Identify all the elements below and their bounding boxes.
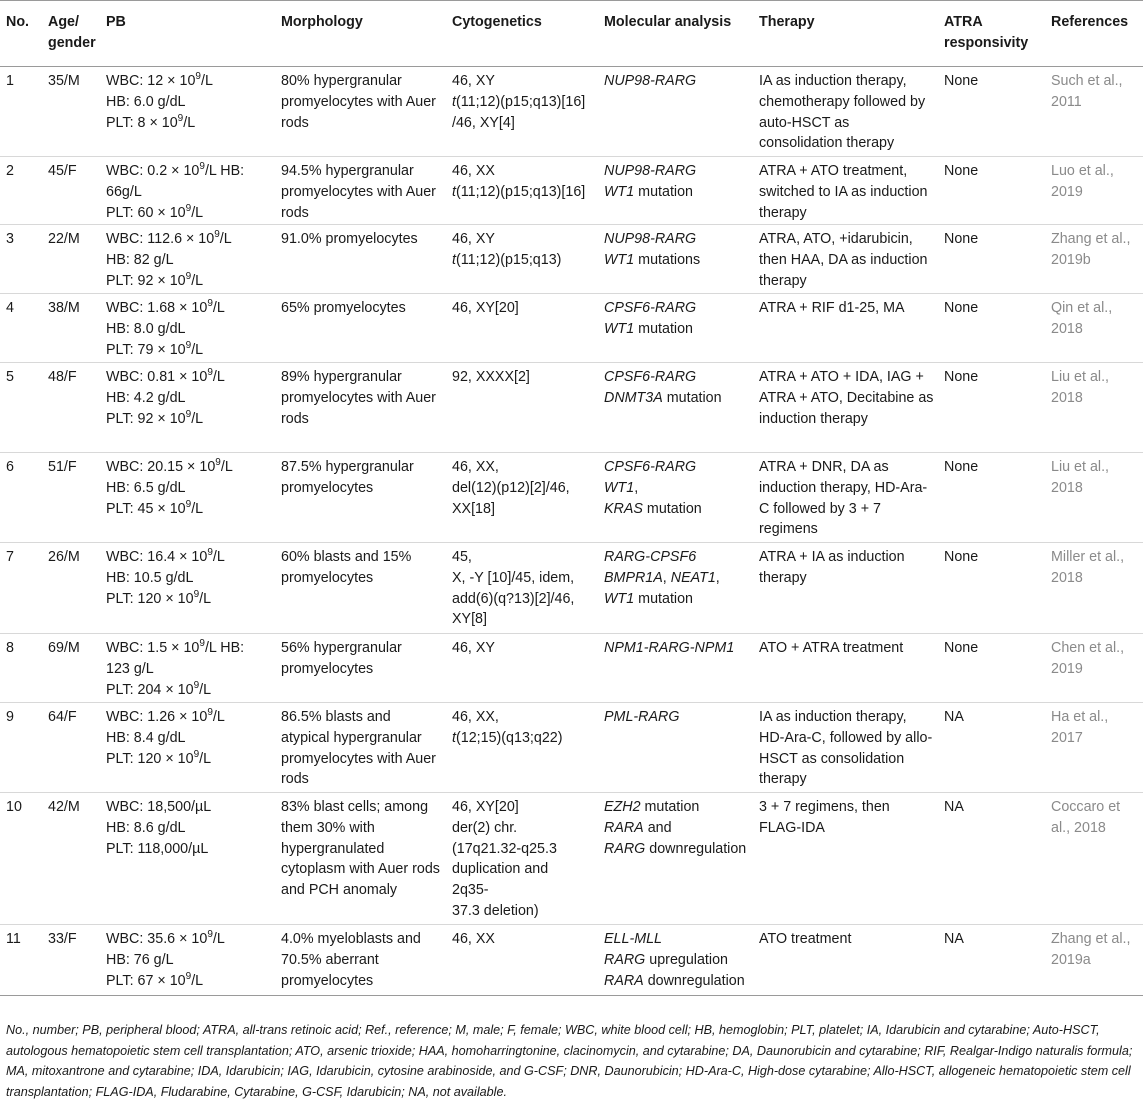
gene-name: WT1 [604,183,635,200]
superscript: 9 [185,270,192,282]
cell-atra-responsivity: None [938,634,1045,703]
cell-morphology: 87.5% hypergranular promyelocytes [275,453,446,543]
cell-pb [100,157,275,225]
text-fragment: WBC: 18,500/µL [106,799,212,815]
superscript: 9 [177,112,184,124]
text-fragment: /L [191,204,204,221]
gene-name: CPSF6-RARG [604,300,697,316]
text-fragment: , [662,569,671,586]
text-fragment: PLT: 92 × 10 [106,272,186,289]
cell-reference: Coccaro et al., 2018 [1045,793,1143,925]
text-fragment: 37.3 deletion) [452,902,539,919]
cell-atra-responsivity: None [938,543,1045,634]
cell-age-gender: 35/M [42,67,100,157]
table-row [0,634,1143,703]
gene-name: NUP98-RARG [604,73,697,89]
text-fragment: PLT: 120 × 10 [106,590,194,607]
superscript: 9 [195,71,201,82]
cell-molecular-analysis [598,157,753,225]
text-fragment: /L [191,410,204,427]
cell-therapy: IA as induction therapy, HD-Ara-C, followed by allo-HSCT as consolidation therapy [753,703,938,793]
cell-no: 7 [0,543,42,634]
text-fragment: /L [212,931,225,947]
header-molecular-analysis: Molecular analysis [598,1,753,67]
text-fragment: mutation [640,799,700,815]
text-fragment: X, -Y [10]/45, idem, [452,569,575,586]
text-fragment: HB: 6.5 g/dL [106,479,186,496]
text-fragment: /L [191,272,204,289]
text-fragment: WBC: 16.4 × 10 [106,549,208,565]
cell-molecular-analysis [598,543,753,634]
header-therapy: Therapy [753,1,938,67]
text-fragment: /L [212,709,225,725]
header-atra-responsivity: ATRA responsivity [938,1,1045,67]
text-fragment: PLT: 118,000/µL [106,840,209,857]
superscript: 9 [207,547,213,558]
gene-name: EZH2 [604,799,641,815]
cell-therapy: ATRA + DNR, DA as induction therapy, HD-Ara-C followed by 3 + 7 regimens [753,453,938,543]
gene-name: NUP98-RARG [604,163,697,179]
text-fragment: /L [212,549,225,565]
cell-therapy: ATO treatment [753,925,938,996]
superscript: 9 [214,229,220,240]
cell-atra-responsivity: NA [938,925,1045,996]
text-fragment: (11;12)(p15;q13)[16] [455,93,586,110]
superscript: 9 [193,748,200,760]
text-fragment: /L [212,369,225,385]
cell-pb [100,363,275,453]
text-fragment: HB: 10.5 g/dL [106,569,194,586]
header-morphology: Morphology [275,1,446,67]
gene-name: t [452,729,456,746]
text-fragment: PLT: 8 × 10 [106,114,178,131]
text-fragment: XY[8] [452,611,487,628]
text-fragment: (17q21.32-q25.3 [452,840,557,857]
cell-cytogenetics [446,294,598,363]
table-body [0,67,1143,996]
cell-morphology: 4.0% myeloblasts and 70.5% aberrant promyelocytes [275,925,446,996]
superscript: 9 [185,202,192,214]
cell-molecular-analysis [598,453,753,543]
gene-name: t [452,251,456,268]
text-fragment: 46, XX, [452,709,499,725]
table-row [0,543,1143,634]
gene-name: RARG [604,840,646,857]
superscript: 9 [215,457,221,468]
text-fragment: 46, XX [452,931,495,947]
text-fragment: PLT: 67 × 10 [106,972,186,989]
text-fragment: mutation [634,320,693,337]
text-fragment: and [643,819,672,836]
cell-morphology: 60% blasts and 15% promyelocytes [275,543,446,634]
gene-name: RARA [604,819,644,836]
text-fragment: (11;12)(p15;q13)[16] [455,183,586,200]
table-row [0,453,1143,543]
superscript: 9 [185,408,192,420]
gene-name: KRAS [604,500,643,517]
gene-name: RARG [604,951,646,968]
cell-no: 6 [0,453,42,543]
cell-reference: Miller et al., 2018 [1045,543,1143,634]
cell-age-gender: 38/M [42,294,100,363]
cell-no: 2 [0,157,42,225]
cell-molecular-analysis [598,703,753,793]
cell-morphology: 86.5% blasts and atypical hypergranular promyelocytes with Auer rods [275,703,446,793]
table-row [0,294,1143,363]
table-row [0,703,1143,793]
cell-age-gender: 22/M [42,225,100,294]
text-fragment: 46, XY [452,640,495,656]
text-fragment: /L [191,500,204,517]
text-fragment: /L [199,750,212,767]
text-fragment: mutations [634,251,701,268]
text-fragment: WBC: 112.6 × 10 [106,231,215,247]
text-fragment: 46, XY [452,231,495,247]
text-fragment: PLT: 120 × 10 [106,750,194,767]
cell-atra-responsivity: None [938,225,1045,294]
cell-cytogenetics [446,363,598,453]
cell-pb [100,225,275,294]
text-fragment: PLT: 92 × 10 [106,410,186,427]
text-fragment: 45, [452,549,472,565]
text-fragment: (11;12)(p15;q13) [455,251,562,268]
text-fragment: del(12)(p12)[2]/46, [452,479,570,496]
table-row [0,67,1143,157]
cell-pb [100,543,275,634]
text-fragment: /L HB: 66g/L [106,163,245,200]
gene-name: RARG-CPSF6 [604,549,697,565]
cell-therapy: 3 + 7 regimens, then FLAG-IDA [753,793,938,925]
gene-name: NEAT1 [670,569,716,586]
text-fragment: 46, XX [452,163,495,179]
cell-molecular-analysis [598,925,753,996]
text-fragment: /L [183,114,196,131]
cell-age-gender: 51/F [42,453,100,543]
text-fragment: mutation [634,590,693,607]
cell-reference: Liu et al., 2018 [1045,363,1143,453]
cell-therapy: ATRA + ATO + IDA, IAG + ATRA + ATO, Decitabine as induction therapy [753,363,938,453]
text-fragment: /L [220,459,233,475]
text-fragment: WBC: 1.5 × 10 [106,640,200,656]
cell-cytogenetics [446,67,598,157]
text-fragment: upregulation [645,951,728,968]
cell-cytogenetics [446,225,598,294]
text-fragment: add(6)(q?13)[2]/46, [452,590,575,607]
text-fragment: HB: 76 g/L [106,951,174,968]
cell-pb [100,793,275,925]
cell-pb [100,453,275,543]
header-cytogenetics: Cytogenetics [446,1,598,67]
superscript: 9 [199,638,205,649]
text-fragment: 46, XY [452,73,495,89]
text-fragment: /L [219,231,232,247]
cell-cytogenetics [446,453,598,543]
cell-pb [100,634,275,703]
cell-reference: Luo et al., 2019 [1045,157,1143,225]
text-fragment: HB: 6.0 g/dL [106,93,186,110]
gene-name: NPM1-RARG-NPM1 [604,640,735,656]
cell-reference: Ha et al., 2017 [1045,703,1143,793]
cell-atra-responsivity: None [938,363,1045,453]
cell-age-gender: 26/M [42,543,100,634]
gene-name: WT1 [604,320,635,337]
superscript: 9 [207,298,213,309]
cell-pb [100,67,275,157]
superscript: 9 [185,970,192,982]
cell-age-gender: 64/F [42,703,100,793]
gene-name: CPSF6-RARG [604,369,697,385]
text-fragment: XX[18] [452,500,495,517]
text-fragment: mutation [662,389,722,406]
header-references: References [1045,1,1143,67]
table-row [0,225,1143,294]
gene-name: RARA [604,972,644,989]
cell-molecular-analysis [598,67,753,157]
text-fragment: /L [191,341,204,358]
text-fragment: /L [200,73,213,89]
gene-name: NUP98-RARG [604,231,697,247]
cell-no: 11 [0,925,42,996]
gene-name: WT1 [604,251,635,268]
cell-therapy: ATRA + ATO treatment, switched to IA as induction therapy [753,157,938,225]
text-fragment: /46, XY[4] [452,114,515,131]
text-fragment: WBC: 0.2 × 10 [106,163,200,179]
cell-no: 8 [0,634,42,703]
text-fragment: , [715,569,720,586]
cell-cytogenetics [446,157,598,225]
superscript: 9 [185,339,192,351]
cell-molecular-analysis [598,225,753,294]
cell-reference: Zhang et al., 2019b [1045,225,1143,294]
gene-name: WT1 [604,479,635,496]
text-fragment: HB: 8.6 g/dL [106,819,186,836]
text-fragment: HB: 8.0 g/dL [106,320,186,337]
cell-pb [100,703,275,793]
cell-no: 5 [0,363,42,453]
cell-age-gender: 48/F [42,363,100,453]
text-fragment: 46, XY[20] [452,799,519,815]
text-fragment: HB: 82 g/L [106,251,174,268]
text-fragment: WBC: 20.15 × 10 [106,459,216,475]
cell-no: 4 [0,294,42,363]
text-fragment: /L HB: 123 g/L [106,640,245,677]
cell-therapy: ATRA, ATO, +idarubicin, then HAA, DA as induction therapy [753,225,938,294]
cell-pb [100,925,275,996]
cell-therapy: ATRA + RIF d1-25, MA [753,294,938,363]
cell-age-gender: 33/F [42,925,100,996]
cell-atra-responsivity: None [938,67,1045,157]
text-fragment: duplication and [452,861,549,878]
cell-reference: Liu et al., 2018 [1045,453,1143,543]
text-fragment: /L [199,681,212,698]
cell-no: 1 [0,67,42,157]
text-fragment: WBC: 1.68 × 10 [106,300,208,316]
cell-reference: Qin et al., 2018 [1045,294,1143,363]
cell-morphology: 91.0% promyelocytes [275,225,446,294]
cell-age-gender: 45/F [42,157,100,225]
table-row [0,793,1143,925]
cell-no: 9 [0,703,42,793]
table-footnote: No., number; PB, peripheral blood; ATRA, all-trans retinoic acid; Ref., reference; M, male; F, female; WBC, white blood cell; HB, hemoglobin; PLT, platelet; IA, Idarubicin and cytarabine; Auto-HSCT, autologous hematopoietic stem cell transplantation; ATO, arsenic trioxide; HAA, homoharringtonine, clacinomycin, and cytarabine; DA, Daunorubicin and cytarabine; RIF, Realgar-Indigo naturalis formula; MA, mitoxantrone and cytarabine; IDA, Idarubicin; IAG, Idarubicin, cytosine arabinoside, and G-CSF; DNR, Daunorubicin; HD-Ara-C, High-dose cytarabine; Allo-HSCT, allogeneic hematopoietic stem cell transplantation; FLAG-IDA, Fludarabine, Cytarabine, G-CSF, Idarubicin; NA, not available. [6,1023,1133,1099]
text-fragment: WBC: 1.26 × 10 [106,709,208,725]
gene-name: ELL-MLL [604,931,663,947]
text-fragment: downregulation [643,972,745,989]
header-age-gender: Age/ gender [42,1,100,67]
cell-molecular-analysis [598,363,753,453]
text-fragment: HB: 4.2 g/dL [106,389,186,406]
cell-molecular-analysis [598,793,753,925]
cell-atra-responsivity: None [938,453,1045,543]
text-fragment: /L [191,972,204,989]
text-fragment: 46, XX, [452,459,499,475]
superscript: 9 [207,707,213,718]
superscript: 9 [207,367,213,378]
text-fragment: WBC: 35.6 × 10 [106,931,208,947]
cell-atra-responsivity: NA [938,793,1045,925]
gene-name: DNMT3A [604,389,663,406]
superscript: 9 [193,679,200,691]
text-fragment: PLT: 79 × 10 [106,341,186,358]
cell-cytogenetics [446,634,598,703]
header-no: No. [0,1,42,67]
cell-molecular-analysis [598,294,753,363]
gene-name: BMPR1A [604,569,663,586]
cell-cytogenetics [446,925,598,996]
cell-atra-responsivity: NA [938,703,1045,793]
gene-name: t [452,183,456,200]
cell-molecular-analysis [598,634,753,703]
cell-morphology: 94.5% hypergranular promyelocytes with Auer rods [275,157,446,225]
table-row [0,363,1143,453]
cell-therapy: IA as induction therapy, chemotherapy followed by auto-HSCT as consolidation therapy [753,67,938,157]
cell-reference: Chen et al., 2019 [1045,634,1143,703]
text-fragment: downregulation [645,840,747,857]
cell-atra-responsivity: None [938,157,1045,225]
cell-morphology: 89% hypergranular promyelocytes with Auer rods [275,363,446,453]
cell-age-gender: 42/M [42,793,100,925]
cell-cytogenetics [446,703,598,793]
cell-cytogenetics [446,543,598,634]
text-fragment: (12;15)(q13;q22) [455,729,563,746]
cell-age-gender: 69/M [42,634,100,703]
superscript: 9 [199,161,205,172]
text-fragment: 92, XXXX[2] [452,369,530,385]
text-fragment: PLT: 60 × 10 [106,204,186,221]
cell-morphology: 80% hypergranular promyelocytes with Auer rods [275,67,446,157]
gene-name: PML-RARG [604,709,680,725]
text-fragment: HB: 8.4 g/dL [106,729,186,746]
cell-no: 10 [0,793,42,925]
cell-therapy: ATO + ATRA treatment [753,634,938,703]
text-fragment: /L [212,300,225,316]
text-fragment: 46, XY[20] [452,300,519,316]
cell-reference: Such et al., 2011 [1045,67,1143,157]
text-fragment: 2q35- [452,882,489,899]
table-row [0,157,1143,225]
text-fragment: der(2) chr. [452,819,518,836]
cell-morphology: 83% blast cells; among them 30% with hypergranulated cytoplasm with Auer rods and PCH anomaly [275,793,446,925]
cell-reference: Zhang et al., 2019a [1045,925,1143,996]
cell-cytogenetics [446,793,598,925]
cell-morphology: 65% promyelocytes [275,294,446,363]
cell-atra-responsivity: None [938,294,1045,363]
text-fragment: mutation [642,500,702,517]
table-row [0,925,1143,996]
cell-morphology: 56% hypergranular promyelocytes [275,634,446,703]
text-fragment: WBC: 0.81 × 10 [106,369,208,385]
cell-therapy: ATRA + IA as induction therapy [753,543,938,634]
superscript: 9 [185,498,192,510]
text-fragment: PLT: 45 × 10 [106,500,186,517]
text-fragment: WBC: 12 × 10 [106,73,196,89]
text-fragment: , [634,479,639,496]
gene-name: WT1 [604,590,635,607]
superscript: 9 [193,588,200,600]
superscript: 9 [207,929,213,940]
gene-name: CPSF6-RARG [604,459,697,475]
header-pb: PB [100,1,275,67]
cell-no: 3 [0,225,42,294]
text-fragment: mutation [634,183,693,200]
text-fragment: /L [199,590,212,607]
header-row [0,1,1143,67]
cell-pb [100,294,275,363]
text-fragment: PLT: 204 × 10 [106,681,194,698]
gene-name: t [452,93,456,110]
